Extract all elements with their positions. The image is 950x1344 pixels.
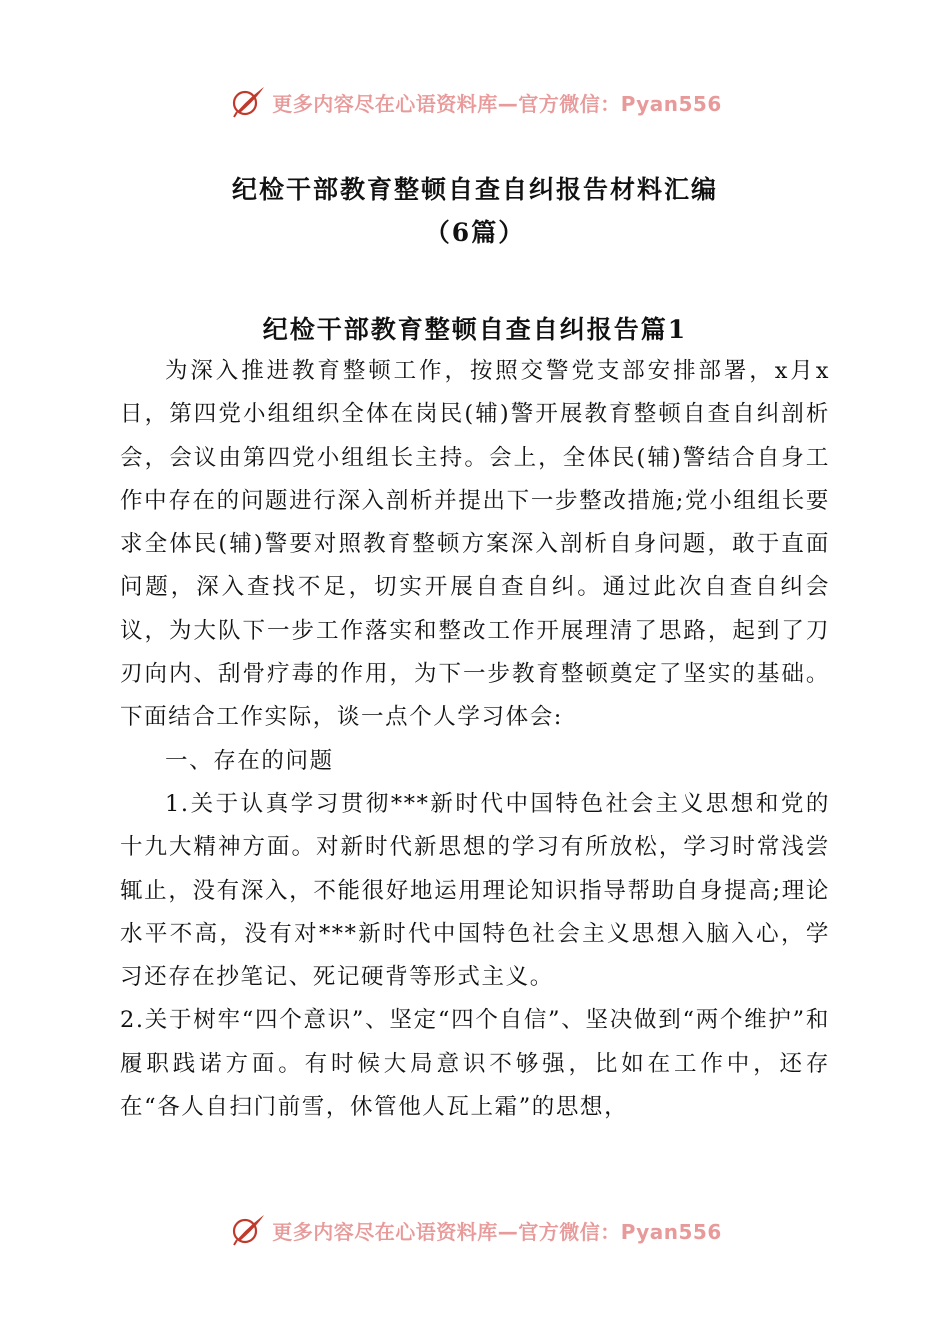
document-body: [120, 350, 830, 1129]
paragraph-heading-problems: 一、存在的问题: [165, 747, 334, 774]
document-count: （6篇）: [424, 218, 526, 247]
watermark-header: [0, 80, 950, 124]
paragraph-item-2: 2.关于树牢“四个意识”、坚定“四个自信”、坚决做到“两个维护”和履职践诺方面。有时候大局意识不够强，比如在工作中，还存在“各人自扫门前雪，休管他人瓦上霜”的思想，: [120, 1007, 830, 1121]
watermark-footer: [0, 1208, 950, 1252]
document-title: 纪检干部教育整顿自查自纠报告材料汇编: [231, 175, 718, 204]
paragraph-intro: 为深入推进教育整顿工作，按照交警党支部安排部署，x月x日，第四党小组组织全体在岗民(辅)警开展教育整顿自查自纠剖析会，会议由第四党小组组长主持。会上，全体民(辅)警结合自身工作中存在的问题进行深入剖析并提出下一步整改措施;党小组组长要求全体民(辅)警要对照教育整顿方案深入剖析自身问题，敢于直面问题，深入查找不足，切实开展自查自纠。通过此次自查自纠会议，为大队下一步工作落实和整改工作开展理清了思路，起到了刀刃向内、刮骨疗毒的作用，为下一步教育整顿奠定了坚实的基础。下面结合工作实际，谈一点个人学习体会:: [120, 358, 830, 731]
section-title: 纪检干部教育整顿自查自纠报告篇1: [262, 315, 688, 344]
quill-logo-icon: [228, 1210, 268, 1250]
watermark-text: 更多内容尽在心语资料库—官方微信：Pyan556: [272, 91, 722, 116]
quill-logo-icon: [228, 82, 268, 122]
watermark-text: 更多内容尽在心语资料库—官方微信：Pyan556: [272, 1219, 722, 1244]
paragraph-item-1: 1.关于认真学习贯彻***新时代中国特色社会主义思想和党的十九大精神方面。对新时代新思想的学习有所放松，学习时常浅尝辄止，没有深入，不能很好地运用理论知识指导帮助自身提高;理论水平不高，没有对***新时代中国特色社会主义思想入脑入心，学习还存在抄笔记、死记硬背等形式主义。: [120, 790, 830, 991]
